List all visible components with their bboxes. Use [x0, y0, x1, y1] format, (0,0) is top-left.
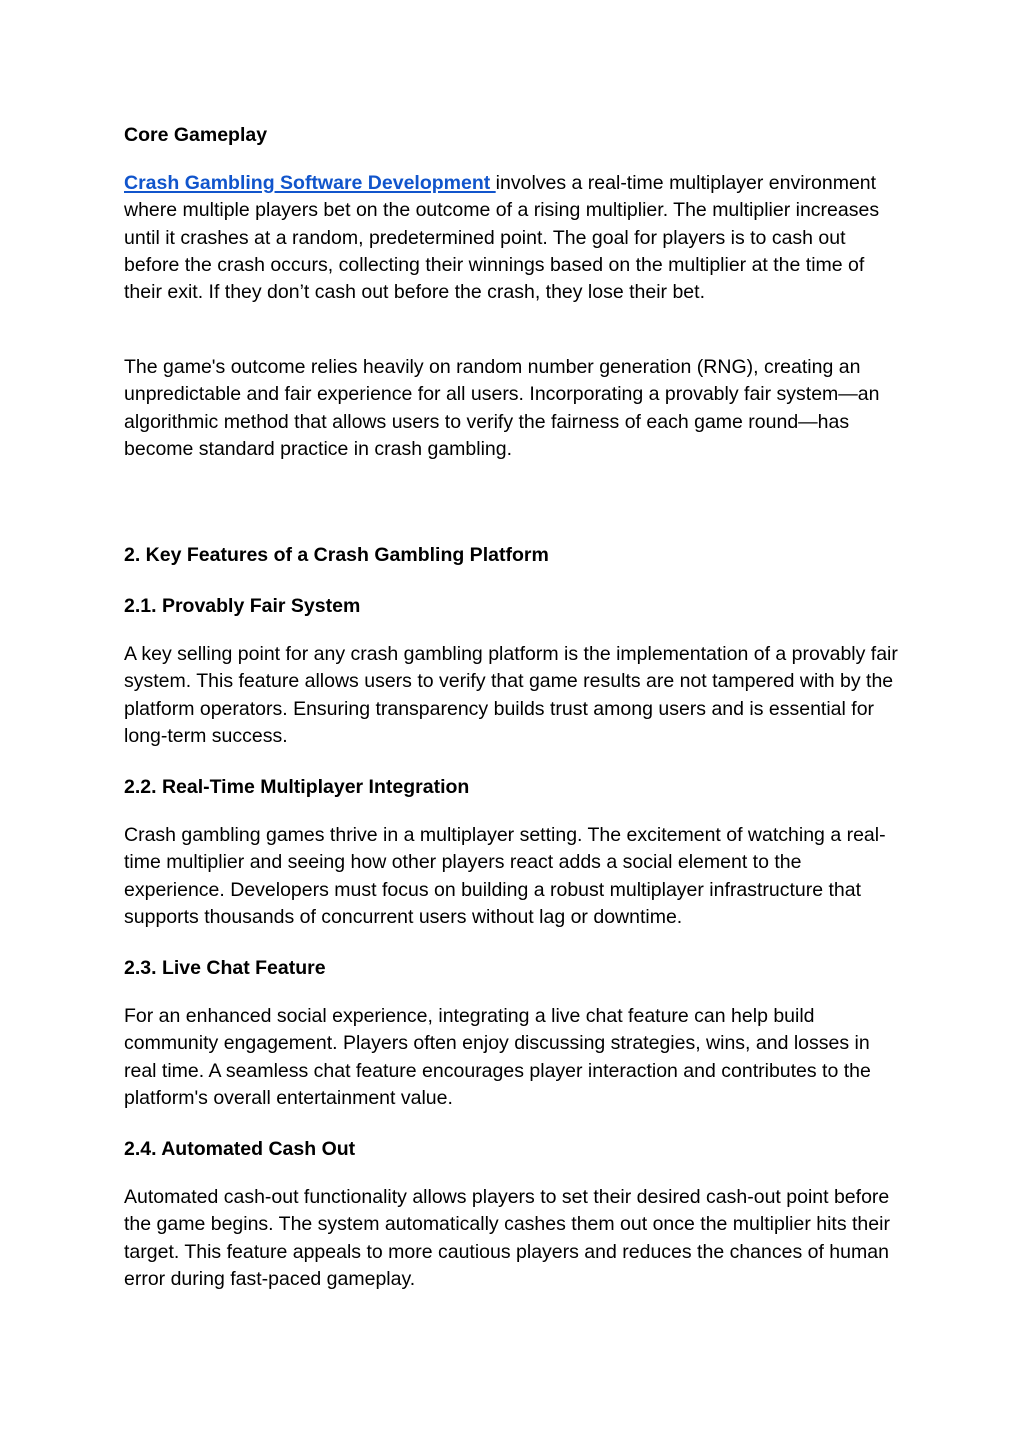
core-gameplay-heading: Core Gameplay: [124, 124, 268, 146]
automated-cash-out-paragraph: Automated cash-out functionality allows players to set their desired cash-out point before the game begins. The system automatically cashes them out once the multiplier hits their target. This feature appeals to more cautious players and reduces the chances of human error during fast-paced gameplay.: [124, 1186, 890, 1290]
core-gameplay-paragraph-2: The game's outcome relies heavily on random number generation (RNG), creating an unpredictable and fair experience for all users. Incorporating a provably fair system—an algorithmic method that allows users to verify the fairness of each game round—has become standard practice in crash gambling.: [124, 356, 880, 460]
core-gameplay-paragraph-1: [124, 170, 900, 306]
crash-gambling-software-development-link[interactable]: Crash Gambling Software Development: [124, 172, 496, 194]
automated-cash-out-heading: 2.4. Automated Cash Out: [124, 1138, 356, 1160]
key-features-heading: 2. Key Features of a Crash Gambling Platform: [124, 544, 549, 566]
live-chat-paragraph: For an enhanced social experience, integrating a live chat feature can help build community engagement. Players often enjoy discussing strategies, wins, and losses in real time. A seamless chat feature encourages player interaction and contributes to the platform's overall entertainment value.: [124, 1005, 871, 1109]
provably-fair-heading: 2.1. Provably Fair System: [124, 595, 361, 617]
core-gameplay-paragraph-1-text: involves a real-time multiplayer environment where multiple players bet on the outcome of a rising multiplier. The multiplier increases until it crashes at a random, predetermined point. The goal for players is to cash out before the crash occurs, collecting their winnings based on the multiplier at the time of their exit. If they don’t cash out before the crash, they lose their bet.: [124, 172, 880, 304]
live-chat-heading: 2.3. Live Chat Feature: [124, 957, 326, 979]
provably-fair-paragraph: A key selling point for any crash gambling platform is the implementation of a provably fair system. This feature allows users to verify that game results are not tampered with by the platform operators. Ensuring transparency builds trust among users and is essential for long-term success.: [124, 643, 898, 747]
multiplayer-paragraph: Crash gambling games thrive in a multiplayer setting. The excitement of watching a real-time multiplier and seeing how other players react adds a social element to the experience. Developers must focus on building a robust multiplayer infrastructure that supports thousands of concurrent users without lag or downtime.: [124, 824, 886, 928]
multiplayer-heading: 2.2. Real-Time Multiplayer Integration: [124, 776, 470, 798]
